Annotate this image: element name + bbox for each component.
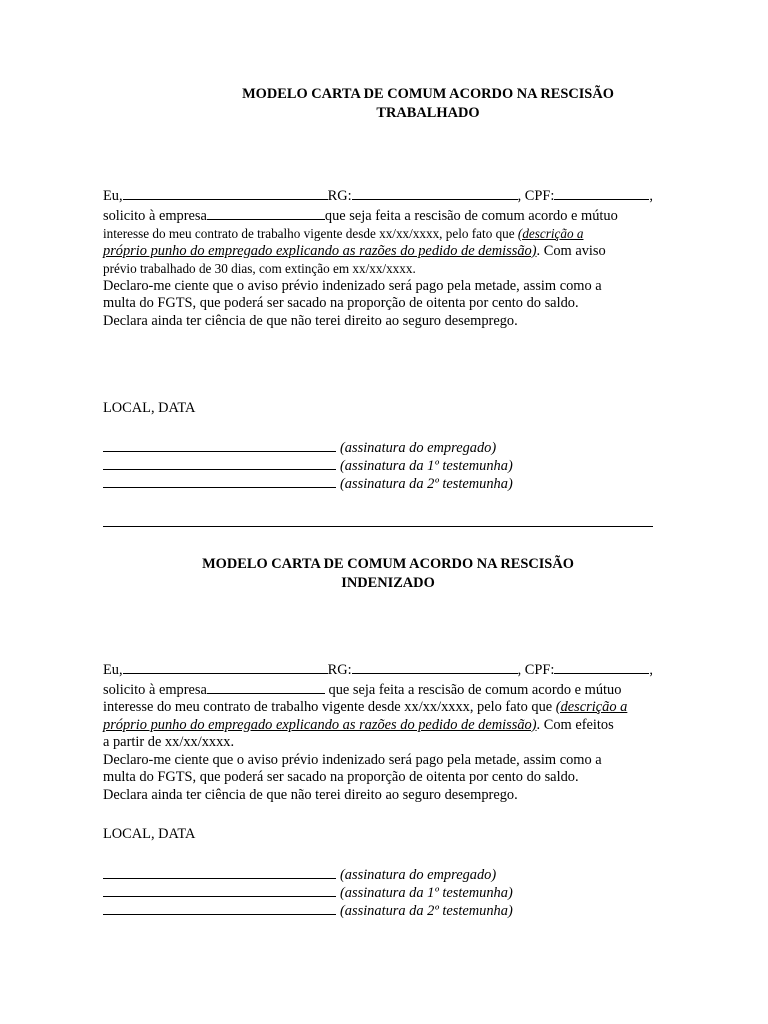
signature-caption: (assinatura da 1º testemunha) (340, 458, 513, 474)
section1-title (208, 85, 648, 123)
signature-caption: (assinatura da 1º testemunha) (340, 885, 513, 901)
section2-line-desc (103, 717, 659, 735)
signature-blank (103, 902, 336, 915)
after-desc: . Com aviso (536, 242, 606, 259)
signature-line-witness2 (103, 475, 513, 493)
section1-body (103, 186, 659, 330)
signature-line-witness1 (103, 884, 513, 902)
section2-title-line2: INDENIZADO (341, 575, 435, 591)
cpf-label: , CPF: (517, 188, 555, 204)
section1-line8: Declara ainda ter ciência de que não terei direito ao seguro desemprego. (103, 312, 518, 329)
section1-line-eu (103, 186, 659, 206)
line3-start: interesse do meu contrato de trabalho vigente desde xx/xx/xxxx, pelo fato que (103, 226, 518, 241)
signature-blank (103, 457, 336, 470)
section2-body (103, 660, 659, 804)
rg-blank (352, 660, 518, 674)
solicito-text: solicito à empresa (103, 681, 207, 698)
line1-rest: que seja feita a rescisão de comum acordo e mútuo (324, 681, 622, 698)
section1-line-interesse (103, 225, 659, 243)
section1-signatures (103, 439, 513, 493)
section-separator (103, 526, 653, 527)
cpf-end: , (649, 662, 654, 678)
rg-label: RG: (327, 662, 352, 678)
rg-label: RG: (327, 188, 352, 204)
signature-blank (103, 884, 336, 897)
desc-part1: (descrição a (555, 699, 628, 715)
signature-line-employee (103, 439, 513, 457)
section2-signatures (103, 866, 513, 920)
desc-part1: (descrição a (517, 226, 584, 241)
section1-title-line2: TRABALHADO (376, 105, 480, 121)
signature-blank (103, 439, 336, 452)
section2-title-line1: MODELO CARTA DE COMUM ACORDO NA RESCISÃO (202, 556, 574, 572)
line3-start: interesse do meu contrato de trabalho vigente desde xx/xx/xxxx, pelo fato que (103, 699, 556, 715)
section1-line-solicito (103, 206, 659, 226)
section2-line7: multa do FGTS, que poderá ser sacado na proporção de oitenta por cento do saldo. (103, 769, 579, 785)
section1-line5: prévio trabalhado de 30 dias, com extinção em xx/xx/xxxx. (103, 261, 416, 276)
desc-part2: próprio punho do empregado explicando as razões do pedido de demissão) (103, 716, 537, 733)
empresa-blank (207, 680, 325, 694)
section1-title-line1: MODELO CARTA DE COMUM ACORDO NA RESCISÃO (242, 86, 614, 102)
section1-line-desc (103, 243, 659, 261)
signature-caption: (assinatura da 2º testemunha) (340, 476, 513, 492)
signature-blank (103, 866, 336, 879)
line1-rest: que seja feita a rescisão de comum acordo e mútuo (324, 207, 618, 224)
name-blank (123, 660, 328, 674)
section2-line5: a partir de xx/xx/xxxx. (103, 734, 235, 750)
solicito-text: solicito à empresa (103, 207, 207, 224)
section2-line-interesse (103, 699, 659, 717)
section1-line7: multa do FGTS, que poderá ser sacado na proporção de oitenta por cento do saldo. (103, 295, 579, 311)
after-desc: . Com efeitos (536, 716, 614, 733)
signature-line-employee (103, 866, 513, 884)
signature-blank (103, 475, 336, 488)
cpf-blank (554, 660, 649, 674)
signature-caption: (assinatura da 2º testemunha) (340, 903, 513, 919)
section2-line-solicito (103, 680, 659, 700)
signature-caption: (assinatura do empregado) (340, 867, 497, 883)
rg-blank (352, 186, 518, 200)
cpf-blank (554, 186, 649, 200)
signature-caption: (assinatura do empregado) (340, 440, 497, 456)
section2-local-data: LOCAL, DATA (103, 826, 196, 842)
signature-line-witness1 (103, 457, 513, 475)
section2-line8: Declara ainda ter ciência de que não terei direito ao seguro desemprego. (103, 786, 518, 803)
section2-line-eu (103, 660, 659, 680)
signature-line-witness2 (103, 902, 513, 920)
cpf-label: , CPF: (517, 662, 555, 678)
section1-local-data: LOCAL, DATA (103, 400, 196, 416)
name-blank (123, 186, 328, 200)
desc-part2: próprio punho do empregado explicando as razões do pedido de demissão) (103, 242, 537, 259)
section2-line6: Declaro-me ciente que o aviso prévio indenizado será pago pela metade, assim como a (103, 751, 602, 768)
section1-line6: Declaro-me ciente que o aviso prévio indenizado será pago pela metade, assim como a (103, 277, 602, 294)
eu-label: Eu, (103, 662, 123, 678)
cpf-end: , (649, 188, 654, 204)
empresa-blank (207, 206, 325, 220)
section2-title (168, 555, 608, 593)
eu-label: Eu, (103, 188, 123, 204)
